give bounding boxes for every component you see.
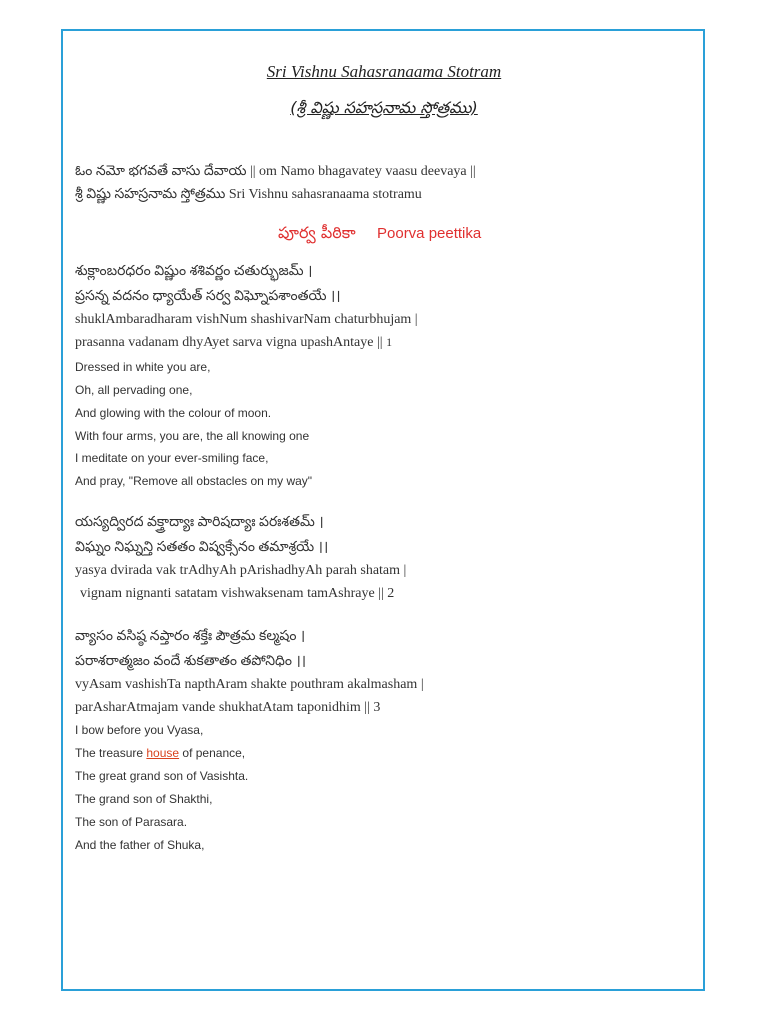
verse2-translit-line1: yasya dvirada vak trAdhyAh pArishadhyAh parah shatam | bbox=[75, 563, 407, 578]
meaning3-line2: The treasure house of penance, bbox=[75, 746, 246, 760]
meaning3-line3: The great grand son of Vasishta. bbox=[75, 769, 249, 783]
verse2-translit-line2: vignam nignanti satatam vishwaksenam tamAshraye || 2 bbox=[80, 586, 395, 601]
verse3-telugu-line1: వ్యాసం వసిష్ఠ నప్తారం శక్తేః పౌత్రమ కల్మషం । bbox=[75, 629, 306, 644]
meaning3-line1: I bow before you Vyasa, bbox=[75, 723, 204, 737]
meaning1-line4: With four arms, you are, the all knowing one bbox=[75, 429, 310, 443]
verse1-telugu-line1: శుక్లాంబరధరం విష్ణుం శశివర్ణం చతుర్భుజమ్ । bbox=[75, 264, 313, 279]
verse1-translit-line2: prasanna vadanam dhyAyet sarva vigna upashAntaye || 1 bbox=[75, 335, 393, 350]
verse2-telugu-line2: విఘ్నం నిఘ్నన్తి సతతం విష్వక్సేనం తమాశ్రయే ।। bbox=[75, 540, 329, 555]
verse3-translit-line1: vyAsam vashishTa napthAram shakte pouthram akalmasham | bbox=[75, 677, 424, 692]
verse2-telugu-line1: యస్యద్విరద వక్త్రాద్యాః పారిషద్యాః పరఃశతమ్ । bbox=[75, 515, 324, 530]
meaning1-line3: And glowing with the colour of moon. bbox=[75, 406, 272, 420]
meaning1-line6: And pray, "Remove all obstacles on my way" bbox=[75, 474, 313, 488]
meaning3-line4: The grand son of Shakthi, bbox=[75, 792, 213, 806]
verse3-telugu-line2: పరాశరాత్మజం వందే శుకతాతం తపోనిధిం ।। bbox=[75, 654, 307, 669]
verse-number: 1 bbox=[386, 335, 393, 349]
stotram-name-line: శ్రీ విష్ణు సహస్రనామ స్తోత్రము Sri Vishnu sahasranaama stotramu bbox=[75, 187, 422, 202]
verse3-translit-line2: parAsharAtmajam vande shukhatAtam taponidhim || 3 bbox=[75, 700, 381, 715]
verse1-telugu-line2: ప్రసన్న వదనం ధ్యాయేత్ సర్వ విఘ్నోపశాంతయే ।। bbox=[75, 289, 341, 304]
house-link[interactable]: house bbox=[146, 746, 180, 760]
meaning3-line5: The son of Parasara. bbox=[75, 815, 188, 829]
meaning1-line5: I meditate on your ever-smiling face, bbox=[75, 451, 269, 465]
verse1-translit-line1: shuklAmbaradharam vishNum shashivarNam chaturbhujam | bbox=[75, 312, 418, 327]
title-english: Sri Vishnu Sahasranaama Stotram bbox=[266, 62, 502, 81]
section-heading-english: Poorva peettika bbox=[377, 225, 482, 242]
meaning1-line1: Dressed in white you are, bbox=[75, 360, 211, 374]
section-heading-telugu: పూర్వ పీఠికా bbox=[278, 223, 356, 242]
meaning3-line6: And the father of Shuka, bbox=[75, 838, 205, 852]
meaning1-line2: Oh, all pervading one, bbox=[75, 383, 193, 397]
invocation-line: ఓం నమో భగవతే వాసు దేవాయ || om Namo bhagavatey vaasu deevaya || bbox=[75, 164, 476, 179]
title-telugu: (శ్రీ విష్ణు సహస్రనామ స్తోత్రము) bbox=[290, 98, 478, 117]
